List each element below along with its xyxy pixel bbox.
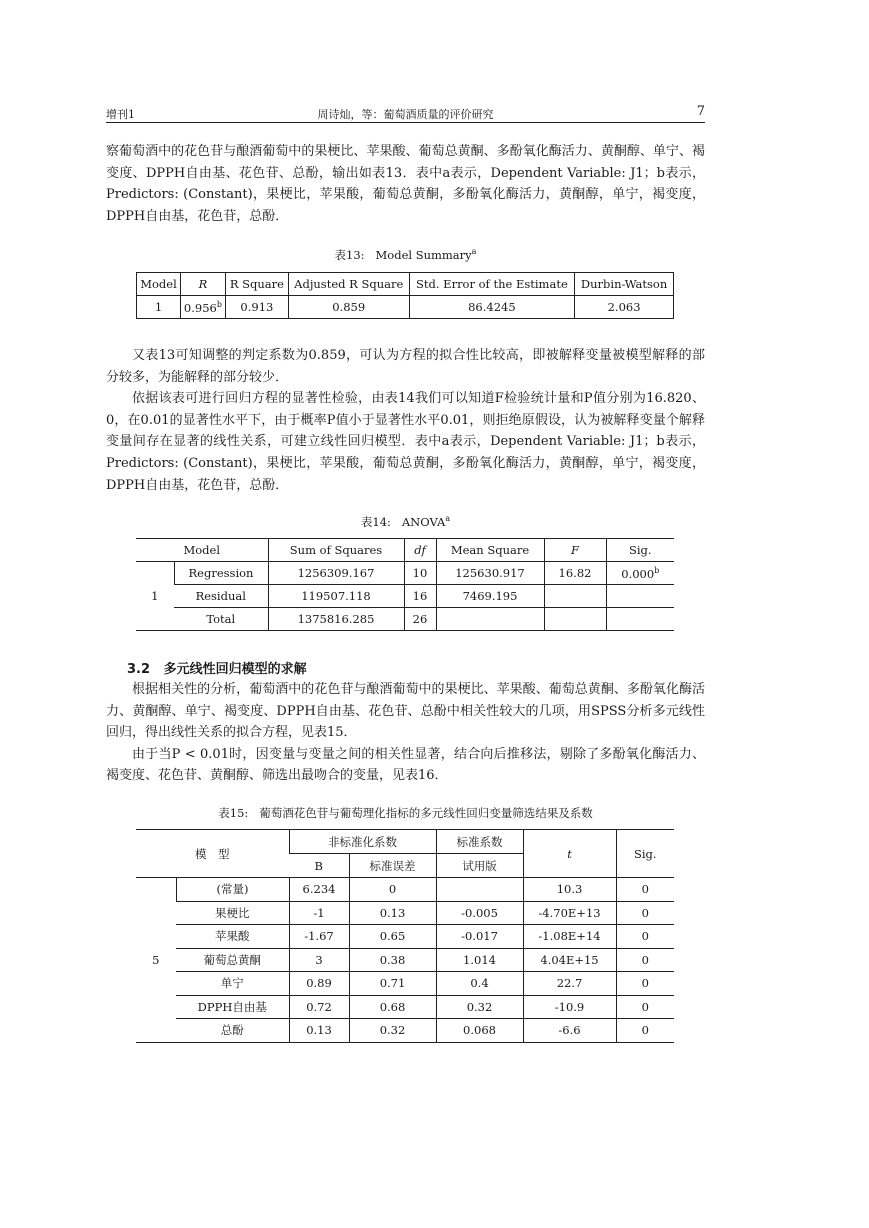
paragraph-5: 由于当P < 0.01时，因变量与变量之间的相关性显著，结合向后推移法，剔除了多酚氧化酶活力、褐变度、花色苷、黄酮醇、筛选出最吻合的变量，见表16． xyxy=(106,746,705,784)
table-15-title: 葡萄酒花色苷与葡萄理化指标的多元线性回归变量筛选结果及系数 xyxy=(259,806,593,820)
table-14-caption xyxy=(106,514,705,530)
table-15-header-sig: Sig. xyxy=(616,830,674,878)
table-13-header-r: R xyxy=(180,273,225,296)
table-15-header-unstandardized: 非标准化系数 xyxy=(289,830,436,854)
table-14-header-mean-square: Mean Square xyxy=(436,539,544,562)
paragraph-4: 根据相关性的分析，葡萄酒中的花色苷与酿酒葡萄中的果梗比、苹果酸、葡萄总黄酮、多酚氧化酶活力、黄酮醇、单宁、褐变度、DPPH自由基、花色苷、总酚中相关性较大的几项，用SPSS分析多元线性回归，得出线性关系的拟合方程，见表15． xyxy=(106,682,705,741)
section-title: 多元线性回归模型的求解 xyxy=(163,662,307,677)
paragraph-2: 又表13可知调整的判定系数为0.859，可认为方程的拟合性比较高，即被解释变量被模型解释的部分较多，为能解释的部分较少． xyxy=(106,348,705,385)
table-13-cell-std-error: 86.4245 xyxy=(409,296,575,319)
table-15-model-number: 5 xyxy=(136,878,176,1043)
paragraph-4-5-block xyxy=(106,679,705,787)
table-15-label: 表15: xyxy=(218,806,249,820)
table-15-header-std-error: 标准误差 xyxy=(349,854,436,878)
table-15-caption xyxy=(106,805,705,821)
table-row: Total 1375816.285 26 xyxy=(136,608,674,631)
table-row: 单宁 0.89 0.71 0.4 22.7 0 xyxy=(136,972,674,996)
section-heading xyxy=(127,658,307,677)
running-title: 周诗灿，等：葡萄酒质量的评价研究 xyxy=(317,108,494,121)
table-row: 葡萄总黄酮 3 0.38 1.014 4.04E+15 0 xyxy=(136,948,674,972)
table-row: 果梗比 -1 0.13 -0.005 -4.70E+13 0 xyxy=(136,901,674,925)
journal-issue: 增刊1 xyxy=(106,108,135,121)
table-13-cell-model: 1 xyxy=(137,296,181,319)
table-row: 苹果酸 -1.67 0.65 -0.017 -1.08E+14 0 xyxy=(136,925,674,949)
table-13-cell-r-square: 0.913 xyxy=(225,296,288,319)
table-13-caption xyxy=(106,247,705,263)
paragraph-1: 察葡萄酒中的花色苷与酿酒葡萄中的果梗比、苹果酸、葡萄总黄酮、多酚氧化酶活力、黄酮醇、单宁、褐变度、DPPH自由基、花色苷、总酚，输出如表13．表中a表示，Dependent Variable: J1；b表示，Predictors: (Constant)，果梗比，苹果酸，葡萄总黄酮，多酚氧化酶活力，黄酮醇，单宁，褐变度，DPPH自由基，花色苷，总酚． xyxy=(106,144,705,224)
paragraph-2-3-block xyxy=(106,345,705,496)
table-13-label: 表13: xyxy=(334,248,365,262)
table-14-header-f: F xyxy=(544,539,606,562)
table-15-header-trial: 试用版 xyxy=(436,854,523,878)
section-number: 3.2 xyxy=(127,662,151,677)
table-row: DPPH自由基 0.72 0.68 0.32 -10.9 0 xyxy=(136,995,674,1019)
table-14-note-mark: a xyxy=(445,514,451,524)
table-row xyxy=(137,296,674,319)
table-14-header-sig: Sig. xyxy=(606,539,674,562)
page-number: 7 xyxy=(696,104,705,119)
table-row: 5 (常量) 6.234 0 10.3 0 xyxy=(136,878,674,902)
table-13-cell-adjusted-r-square: 0.859 xyxy=(288,296,409,319)
table-14-header-sum-of-squares: Sum of Squares xyxy=(268,539,404,562)
table-15-header-model: 模 型 xyxy=(136,830,289,878)
table-13-cell-r: 0.956$^b$ xyxy=(180,296,225,319)
table-13-header-durbin-watson: Durbin-Watson xyxy=(575,273,674,296)
paragraph-1-block xyxy=(106,141,705,227)
table-13-title: Model Summary xyxy=(375,248,472,262)
table-13-header-std-error: Std. Error of the Estimate xyxy=(409,273,575,296)
table-14-anova xyxy=(136,538,674,631)
table-row: Residual 119507.118 16 7469.195 xyxy=(136,585,674,608)
table-row: 1 Regression 1256309.167 10 125630.917 16.82 0.000$^b$ xyxy=(136,562,674,585)
table-14-header-df: df xyxy=(404,539,436,562)
table-14-header-row xyxy=(136,539,674,562)
table-14-model-number: 1 xyxy=(136,562,174,631)
table-15-header-b: B xyxy=(289,854,349,878)
paragraph-3: 依据该表可进行回归方程的显著性检验，由表14我们可以知道F检验统计量和P值分别为16.820、0，在0.01的显著性水平下，由于概率P值小于显著性水平0.01，则拒绝原假设，认为被解释变量个解释变量间存在显著的线性关系，可建立线性回归模型．表中a表示，Dependent Variable: J1；b表示，Predictors: (Constant)，果梗比，苹果酸，葡萄总黄酮，多酚氧化酶活力，黄酮醇，单宁，褐变度，DPPH自由基，花色苷，总酚． xyxy=(106,391,705,493)
table-15-header-row-1 xyxy=(136,830,674,854)
table-13-header-row xyxy=(137,273,674,296)
table-15-regression-coefficients xyxy=(136,829,674,1043)
table-13-header-r-square: R Square xyxy=(225,273,288,296)
running-header xyxy=(106,104,705,123)
table-14-label: 表14: xyxy=(360,515,391,529)
table-13-header-adjusted-r-square: Adjusted R Square xyxy=(288,273,409,296)
table-13-model-summary xyxy=(136,272,674,319)
table-14-title: ANOVA xyxy=(401,515,446,529)
table-13-note-mark: a xyxy=(471,247,477,257)
table-row: 总酚 0.13 0.32 0.068 -6.6 0 xyxy=(136,1019,674,1043)
table-13-cell-durbin-watson: 2.063 xyxy=(575,296,674,319)
table-15-header-t: t xyxy=(523,830,616,878)
table-15-header-standardized: 标准系数 xyxy=(436,830,523,854)
table-13-header-model: Model xyxy=(137,273,181,296)
table-14-header-model: Model xyxy=(136,539,268,562)
